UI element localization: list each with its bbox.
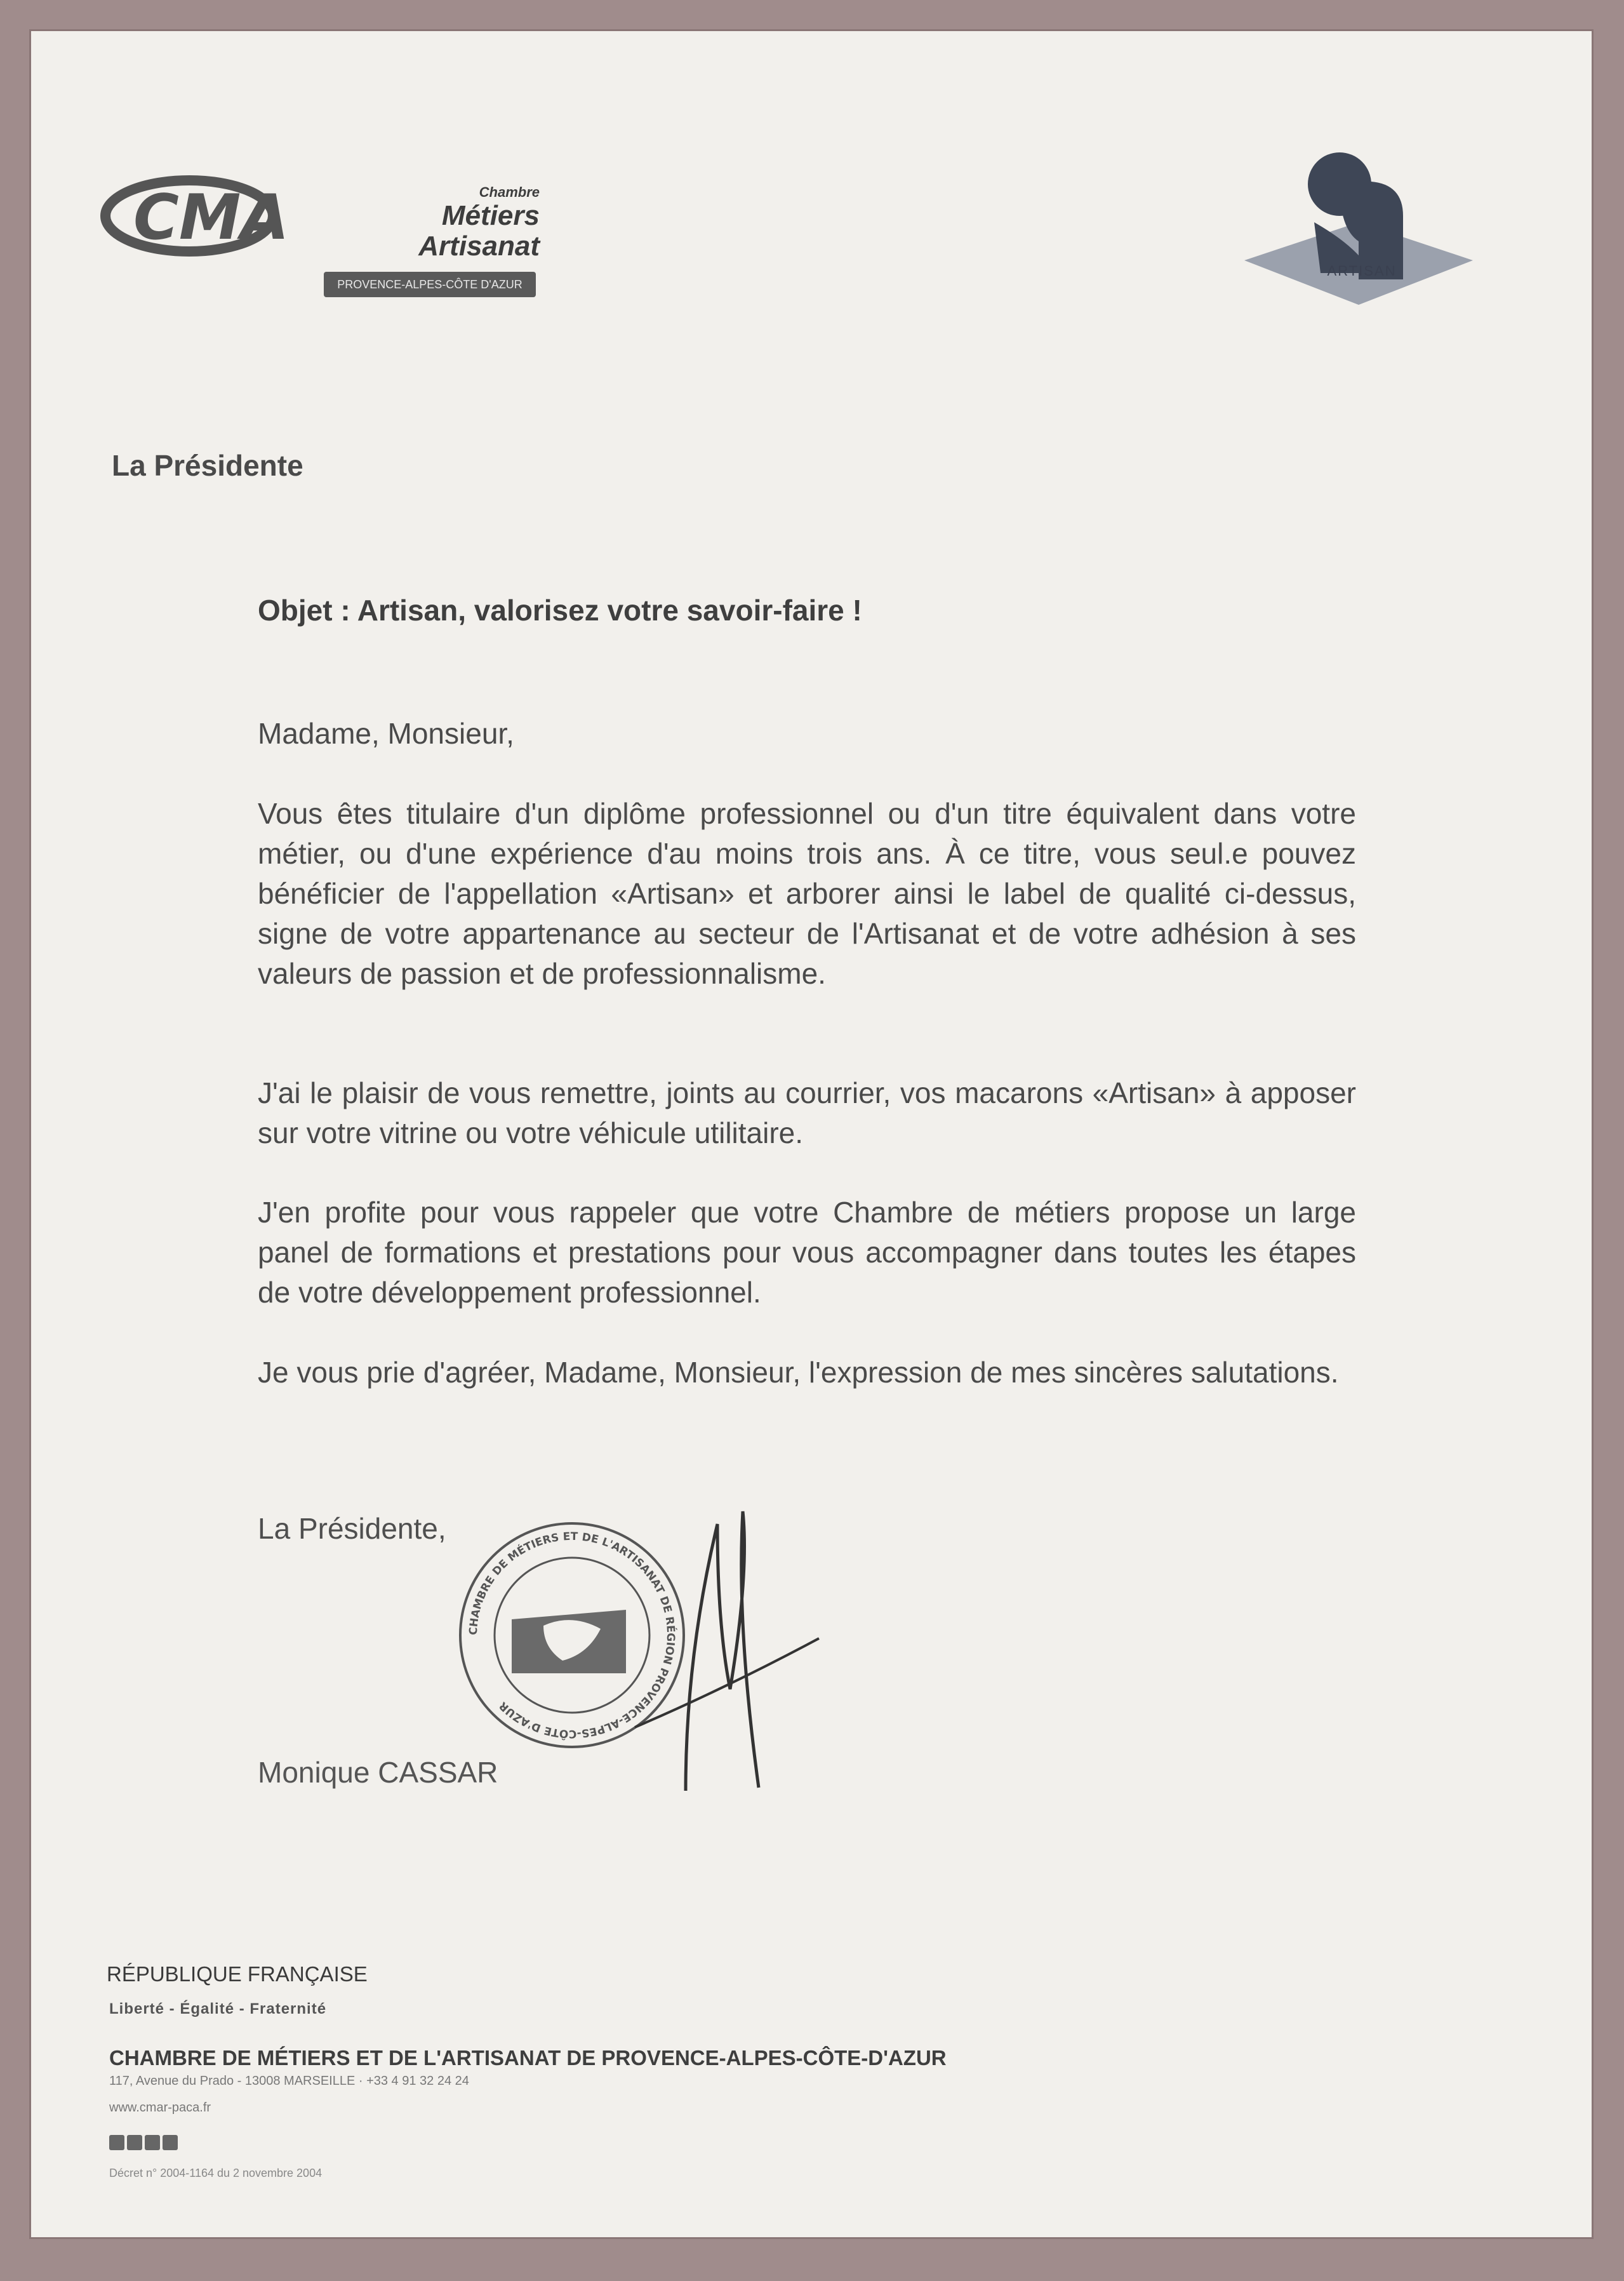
footer-website: www.cmar-paca.fr bbox=[109, 2101, 211, 2115]
closing: La Présidente, bbox=[258, 1512, 446, 1545]
signer-name: Monique CASSAR bbox=[258, 1756, 498, 1789]
seal-text: CHAMBRE DE MÉTIERS ET DE L'ARTISANAT DE RÉGION PROVENCE-ALPES-CÔTE D'AZUR bbox=[467, 1530, 677, 1741]
chambre-line2: Métiers bbox=[441, 200, 540, 231]
republique-francaise: RÉPUBLIQUE FRANÇAISE bbox=[107, 1962, 368, 1986]
footer-chambre-name: CHAMBRE DE MÉTIERS ET DE L'ARTISANAT DE PROVENCE-ALPES-CÔTE-D'AZUR bbox=[109, 2046, 947, 2070]
linkedin-icon bbox=[145, 2135, 160, 2150]
handwritten-signature-icon bbox=[622, 1499, 832, 1803]
greeting: Madame, Monsieur, bbox=[258, 717, 514, 750]
social-icons bbox=[109, 2135, 178, 2150]
subject-line: Objet : Artisan, valorisez votre savoir-faire ! bbox=[258, 594, 862, 627]
chambre-line1: Chambre bbox=[479, 184, 540, 200]
sender-title: La Présidente bbox=[112, 449, 303, 482]
footer-address: 117, Avenue du Prado - 13008 MARSEILLE · +33 4 91 32 24 24 bbox=[109, 2074, 469, 2088]
facebook-icon bbox=[109, 2135, 124, 2150]
paragraph-1: Vous êtes titulaire d'un diplôme professionnel ou d'un titre équivalent dans votre métier, ou d'une expérience d'au moins trois ans. À ce titre, vous seul.e pouvez bénéficier de l'appellation «Artisan» et arborer ainsi le label de qualité ci-dessus, signe de votre appartenance au secteur de l'Artisanat et de votre adhésion à ses valeurs de passion et de professionnalisme. bbox=[258, 797, 1356, 990]
region-badge: PROVENCE-ALPES-CÔTE D'AZUR bbox=[324, 272, 536, 297]
chambre-logo-text bbox=[330, 184, 540, 262]
chambre-line3: Artisanat bbox=[418, 231, 540, 262]
footer-decree: Décret n° 2004-1164 du 2 novembre 2004 bbox=[109, 2167, 323, 2179]
republic-motto: Liberté - Égalité - Fraternité bbox=[109, 2000, 327, 2017]
paragraph-2: J'ai le plaisir de vous remettre, joints au courrier, vos macarons «Artisan» à apposer sur votre vitrine ou votre véhicule utilitaire. bbox=[258, 1076, 1356, 1149]
cma-logo-text: CMA bbox=[133, 182, 290, 254]
paragraph-4: Je vous prie d'agréer, Madame, Monsieur, l'expression de mes sincères salutations. bbox=[258, 1356, 1339, 1389]
paragraph-3: J'en profite pour vous rappeler que votre Chambre de métiers propose un large panel de formations et prestations pour vous accompagner dans toutes les étapes de votre développement professionnel. bbox=[258, 1196, 1356, 1309]
artisan-label: ARTISAN bbox=[1327, 263, 1397, 279]
cma-logo-icon bbox=[100, 170, 316, 278]
twitter-icon bbox=[127, 2135, 142, 2150]
artisan-label-icon bbox=[1244, 146, 1473, 311]
youtube-icon bbox=[163, 2135, 178, 2150]
